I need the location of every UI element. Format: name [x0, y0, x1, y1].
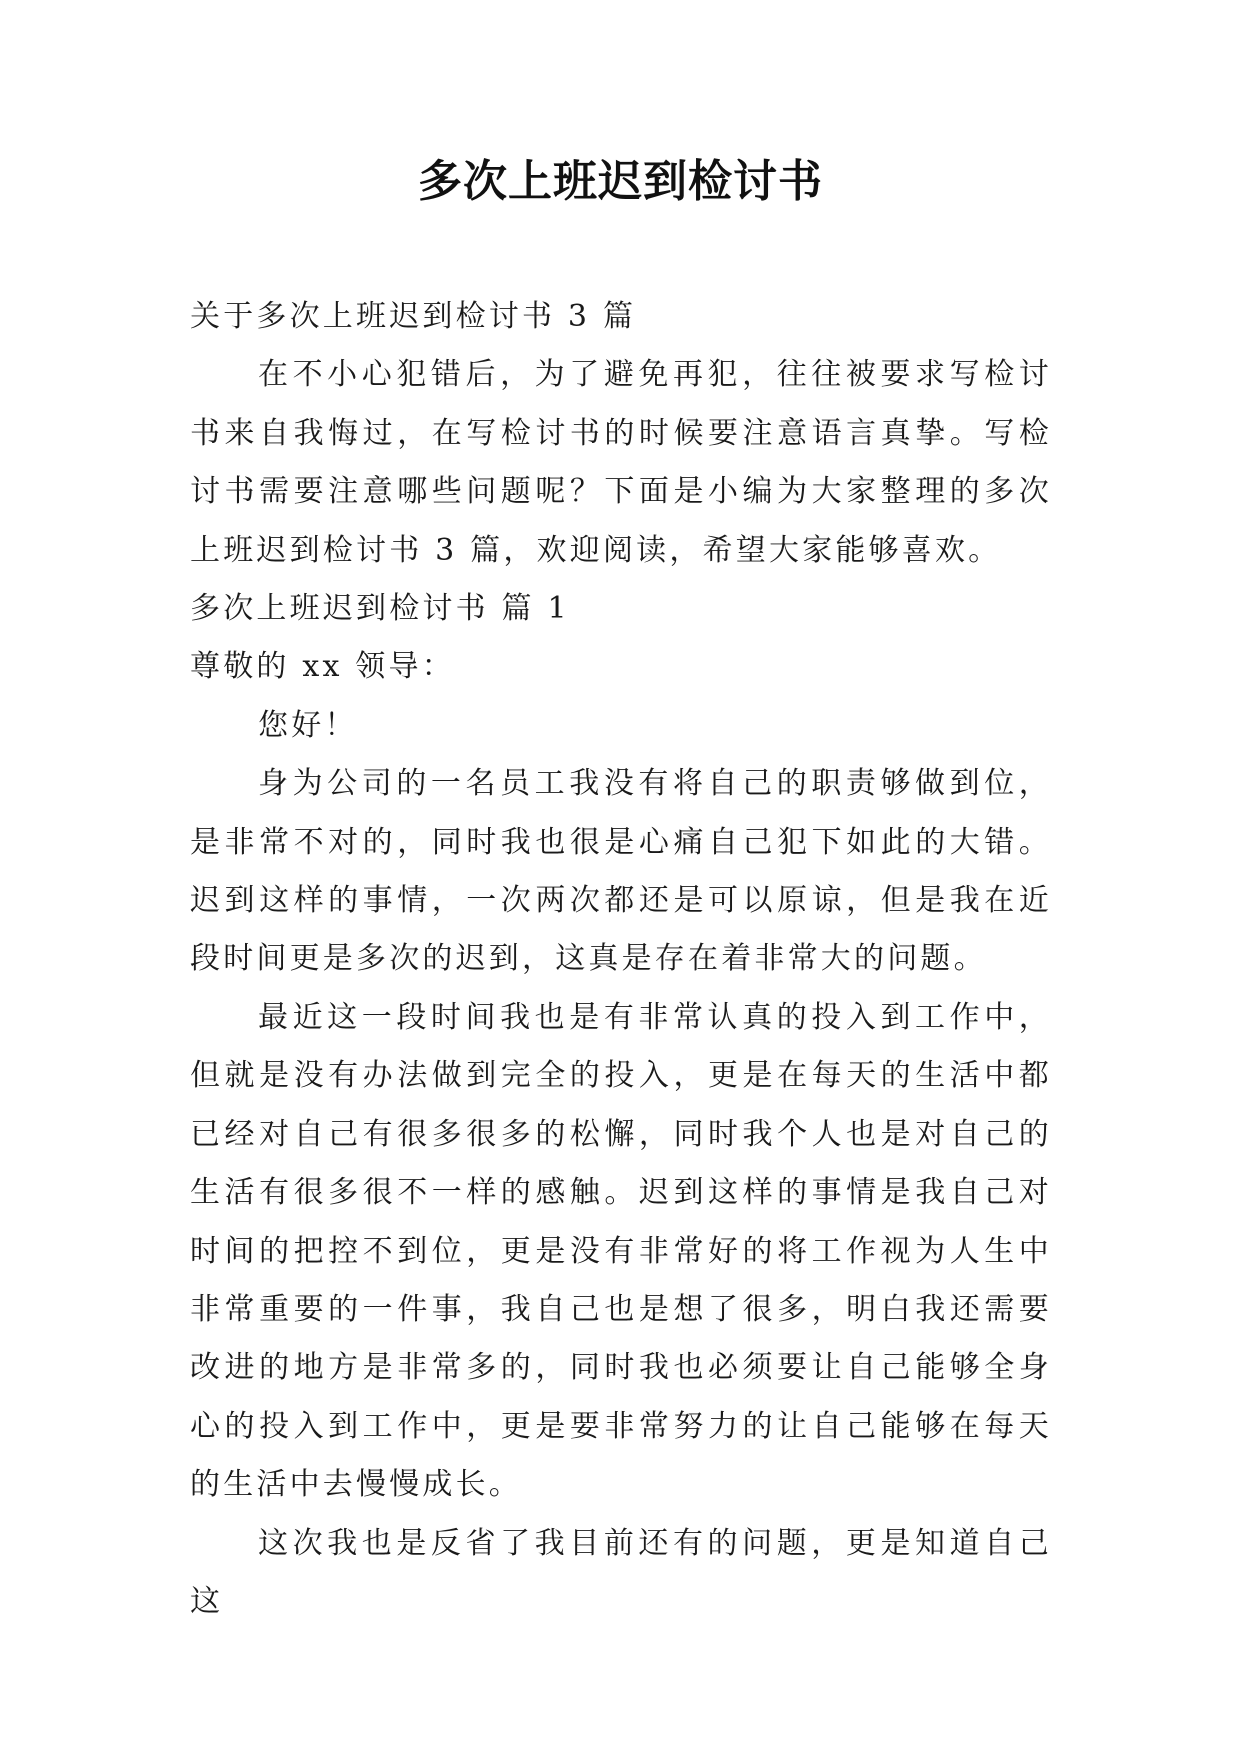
greeting: 您好！	[258, 707, 358, 743]
intro-heading: 关于多次上班迟到检讨书 3 篇	[190, 299, 637, 334]
section-heading: 多次上班迟到检讨书 篇 1	[190, 591, 570, 627]
document-body	[190, 288, 1052, 1631]
intro-paragraph: 在不小心犯错后，为了避免再犯，往往被要求写检讨书来自我悔过，在写检讨书的时候要注意语言真挚。写检讨书需要注意哪些问题呢？下面是小编为大家整理的多次上班迟到检讨书 3 篇，欢迎阅读，希望大家能够喜欢。	[190, 357, 1052, 568]
page-title: 多次上班迟到检讨书	[418, 156, 823, 207]
body-paragraph-3: 这次我也是反省了我目前还有的问题，更是知道自己这	[190, 1525, 1052, 1619]
body-paragraph-2: 最近这一段时间我也是有非常认真的投入到工作中，但就是没有办法做到完全的投入，更是在每天的生活中都已经对自己有很多很多的松懈，同时我个人也是对自己的生活有很多很不一样的感触。迟到这样的事情是我自己对时间的把控不到位，更是没有非常好的将工作视为人生中非常重要的一件事，我自己也是想了很多，明白我还需要改进的地方是非常多的，同时我也必须要让自己能够全身心的投入到工作中，更是要非常努力的让自己能够在每天的生活中去慢慢成长。	[190, 999, 1052, 1503]
salutation: 尊敬的 xx 领导：	[190, 649, 455, 685]
body-paragraph-1: 身为公司的一名员工我没有将自己的职责够做到位，是非常不对的，同时我也很是心痛自己犯下如此的大错。迟到这样的事情，一次两次都还是可以原谅，但是我在近段时间更是多次的迟到，这真是存在着非常大的问题。	[190, 766, 1052, 977]
